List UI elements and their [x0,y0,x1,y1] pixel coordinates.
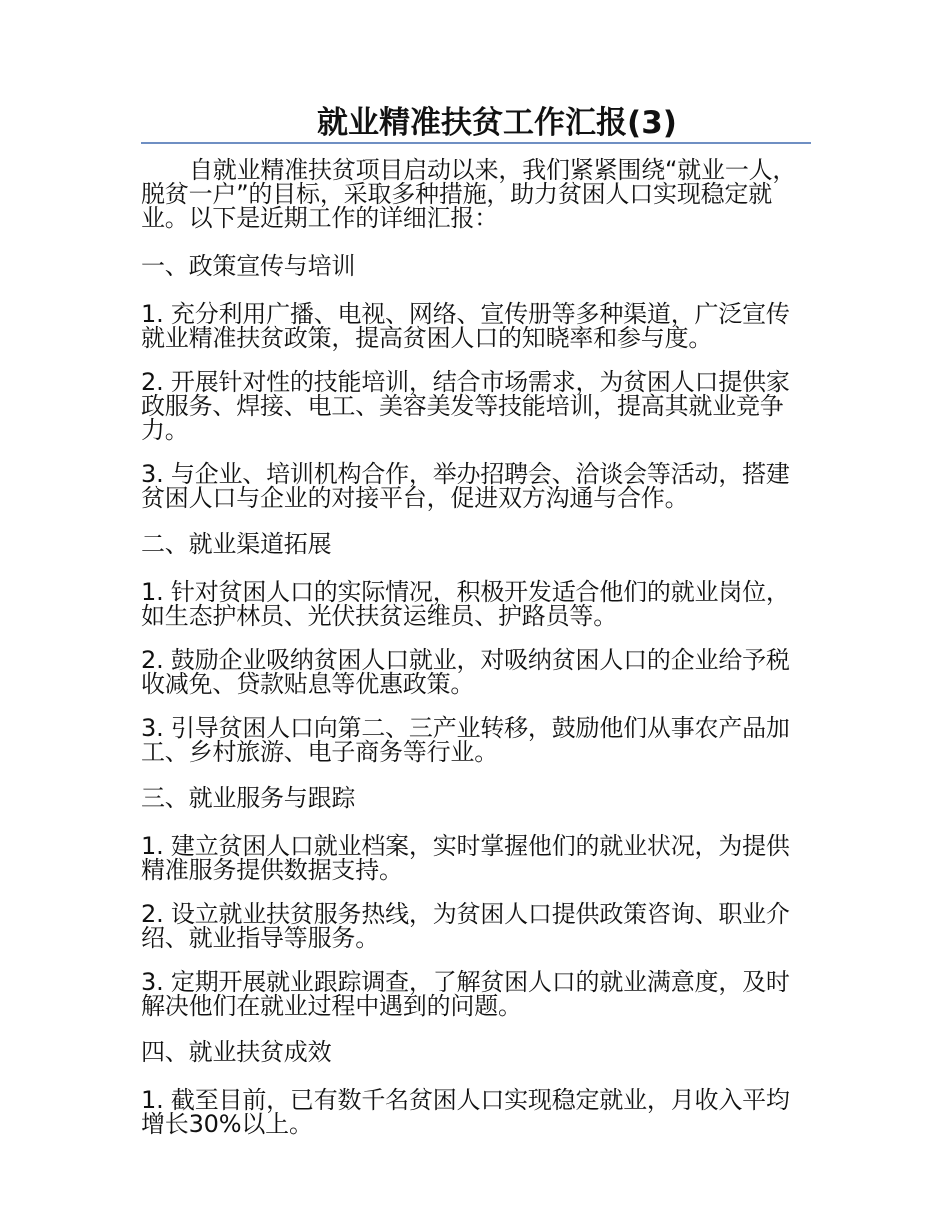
title-underline [141,142,811,144]
document-page [141,104,811,1156]
section-heading: 三、就业服务与跟踪 [141,784,356,812]
list-item: 2. 开展针对性的技能培训，结合市场需求，为贫困人口提供家政服务、焊接、电工、美容美发等技能培训，提高其就业竞争力。 [141,368,790,444]
list-item: 1. 充分利用广播、电视、网络、宣传册等多种渠道，广泛宣传就业精准扶贫政策，提高贫困人口的知晓率和参与度。 [141,300,790,352]
section-heading: 一、政策宣传与培训 [141,252,356,280]
list-item: 1. 建立贫困人口就业档案，实时掌握他们的就业状况，为提供精准服务提供数据支持。 [141,832,790,884]
intro-paragraph: 自就业精准扶贫项目启动以来，我们紧紧围绕“就业一人，脱贫一户”的目标，采取多种措施，助力贫困人口实现稳定就业。以下是近期工作的详细汇报： [141,156,797,232]
document-title: 就业精准扶贫工作汇报(3) [317,105,677,141]
list-item: 3. 与企业、培训机构合作，举办招聘会、洽谈会等活动，搭建贫困人口与企业的对接平台，促进双方沟通与合作。 [141,460,790,512]
section-heading: 二、就业渠道拓展 [141,530,332,558]
list-item: 2. 设立就业扶贫服务热线，为贫困人口提供政策咨询、职业介绍、就业指导等服务。 [141,900,790,952]
list-item: 3. 引导贫困人口向第二、三产业转移，鼓励他们从事农产品加工、乡村旅游、电子商务等行业。 [141,714,790,766]
section-heading: 四、就业扶贫成效 [141,1038,332,1066]
list-item: 2. 鼓励企业吸纳贫困人口就业，对吸纳贫困人口的企业给予税收减免、贷款贴息等优惠政策。 [141,646,790,698]
list-item: 1. 截至目前，已有数千名贫困人口实现稳定就业，月收入平均增长30%以上。 [141,1086,790,1138]
list-item: 3. 定期开展就业跟踪调查，了解贫困人口的就业满意度，及时解决他们在就业过程中遇到的问题。 [141,968,790,1020]
list-item: 1. 针对贫困人口的实际情况，积极开发适合他们的就业岗位，如生态护林员、光伏扶贫运维员、护路员等。 [141,578,790,630]
